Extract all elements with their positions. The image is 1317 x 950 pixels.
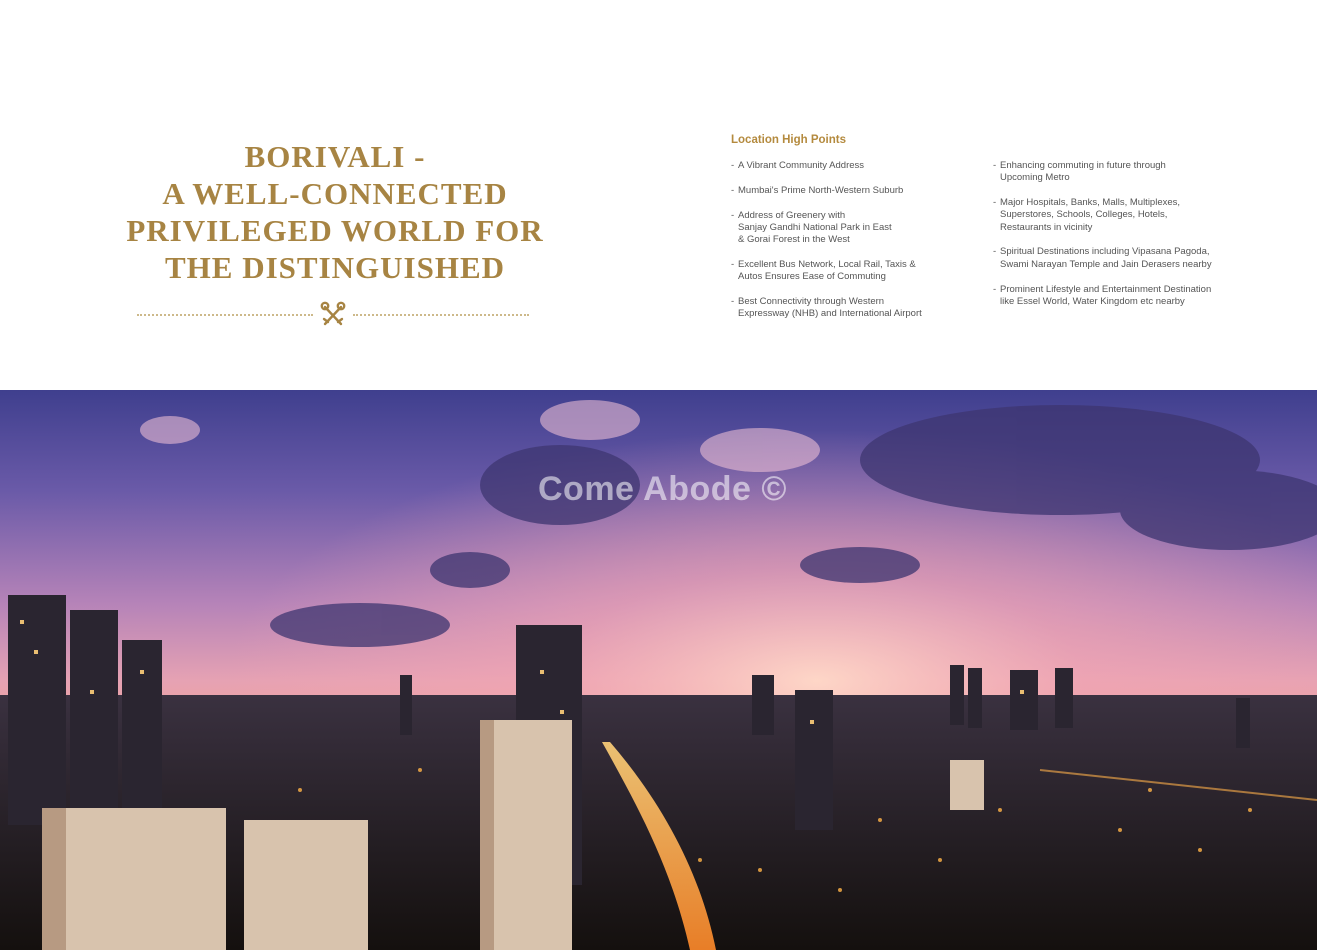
divider-line-left: [137, 314, 313, 316]
location-point: - Mumbai's Prime North-Western Suburb: [731, 185, 976, 197]
headline: [110, 138, 560, 286]
location-title: Location High Points: [731, 134, 846, 146]
location-point: - Spiritual Destinations including Vipasana Pagoda, Swami Narayan Temple and Jain Derasers nearby: [993, 246, 1283, 271]
headline-line-1: BORIVALI -: [244, 139, 426, 174]
watermark: Come Abode ©: [538, 470, 787, 508]
crossed-keys-icon: [318, 300, 348, 330]
headline-line-2: A WELL-CONNECTED: [162, 176, 508, 211]
headline-line-3: PRIVILEGED WORLD FOR: [126, 213, 544, 248]
headline-line-4: THE DISTINGUISHED: [164, 250, 506, 285]
location-point: - Prominent Lifestyle and Entertainment Destination like Essel World, Water Kingdom etc nearby: [993, 284, 1283, 309]
location-point: - Excellent Bus Network, Local Rail, Taxis & Autos Ensures Ease of Commuting: [731, 259, 976, 284]
location-points-right: [993, 160, 1283, 321]
location-point: - Enhancing commuting in future through Upcoming Metro: [993, 160, 1283, 185]
location-point: - Address of Greenery with Sanjay Gandhi National Park in East & Gorai Forest in the West: [731, 210, 976, 247]
divider-line-right: [353, 314, 529, 316]
ornamental-divider: [137, 300, 529, 330]
location-point: - Best Connectivity through Western Expressway (NHB) and International Airport: [731, 296, 976, 321]
location-point: - Major Hospitals, Banks, Malls, Multiplexes, Superstores, Schools, Colleges, Hotels, Restaurants in vicinity: [993, 197, 1283, 234]
location-point: - A Vibrant Community Address: [731, 160, 976, 172]
city-skyline-photo: [0, 390, 1317, 950]
location-points-left: [731, 160, 976, 333]
